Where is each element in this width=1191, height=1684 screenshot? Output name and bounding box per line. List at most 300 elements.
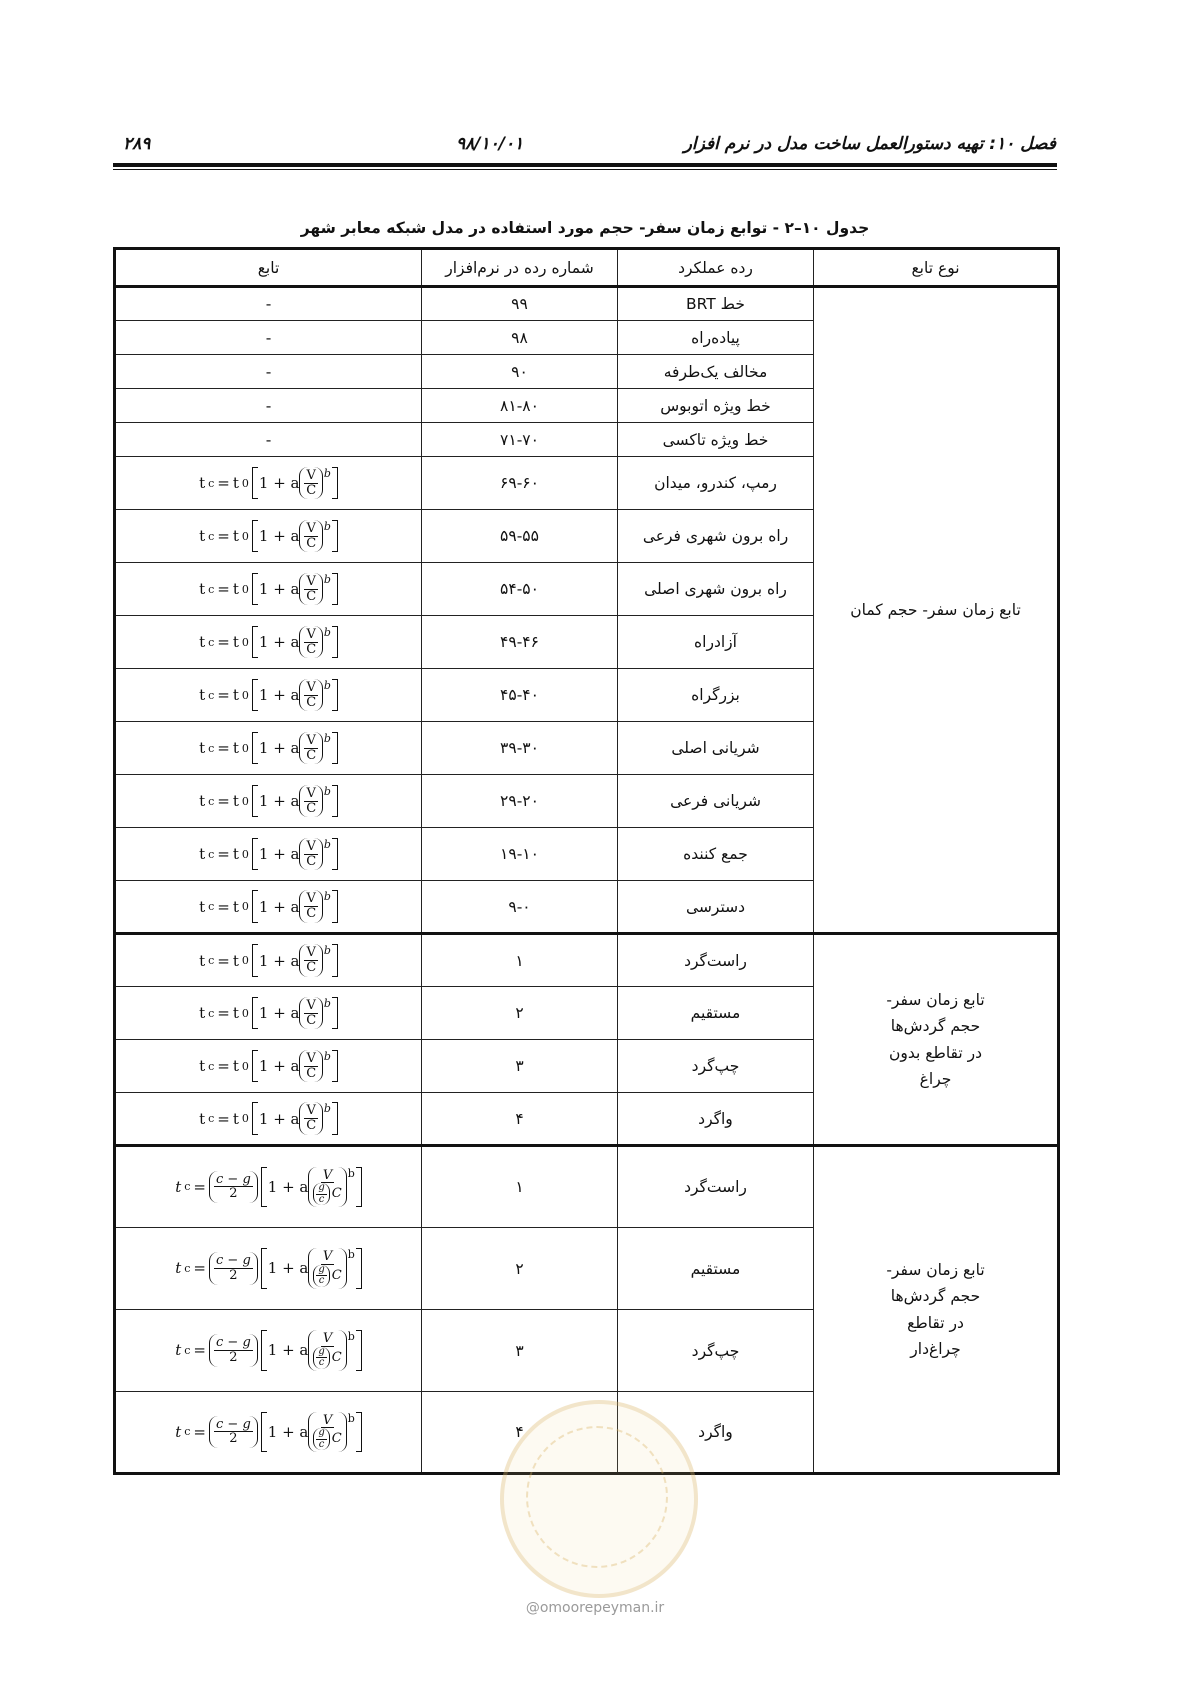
- bpr-formula: [199, 679, 338, 711]
- function-cell: [115, 616, 422, 669]
- volume-capacity-ratio-denominator: C: [306, 588, 317, 604]
- functional-class-cell: واگرد: [618, 1093, 814, 1146]
- formula-tc: t: [199, 1004, 206, 1022]
- cycle-green-fraction: [214, 1254, 253, 1282]
- functional-class-cell: آزادراه: [618, 616, 814, 669]
- volume-capacity-ratio-denominator: C: [306, 853, 317, 869]
- formula-t0-subscript: 0: [241, 794, 249, 808]
- formula-equals: =: [217, 1057, 230, 1075]
- functional-class-cell: خط ویژه اتوبوس: [618, 389, 814, 423]
- volume-capacity-ratio: [304, 946, 317, 974]
- formula-t0: t: [232, 897, 239, 916]
- formula-tc: t: [199, 527, 206, 545]
- signal-formula: [175, 1248, 362, 1289]
- table-row: [115, 934, 1059, 987]
- volume-capacity-ratio-numerator: V: [306, 732, 316, 748]
- software-class-cell: ۷۱-۷۰: [422, 423, 618, 457]
- bpr-formula: [199, 732, 338, 764]
- chapter-title: فصل ۱۰: تهیه دستورالعمل ساخت مدل در نرم افزار: [683, 134, 1056, 154]
- formula-equals: =: [217, 897, 230, 916]
- formula-t0-subscript: 0: [241, 635, 249, 649]
- volume-capacity-ratio-numerator: V: [306, 467, 316, 483]
- volume-capacity-ratio-denominator: C: [306, 960, 317, 975]
- bpr-formula: [199, 1050, 338, 1082]
- formula-tc: t: [199, 580, 206, 598]
- function-cell: [115, 457, 422, 510]
- formula-equals: =: [217, 739, 230, 757]
- bpr-formula: [199, 1102, 338, 1134]
- formula-bracket: [252, 785, 338, 817]
- function-cell: -: [115, 389, 422, 423]
- formula-exponent: b: [347, 1411, 355, 1425]
- volume-capacity-ratio: [304, 1052, 317, 1080]
- formula-paren: [299, 573, 322, 605]
- green-ratio-numerator: g: [318, 1182, 325, 1194]
- formula-one-plus-a: 1 + a: [258, 686, 300, 704]
- formula-exponent: b: [323, 944, 331, 958]
- green-ratio-paren: [313, 1265, 329, 1287]
- formula-tc-subscript: c: [208, 476, 215, 490]
- formula-one-plus-a: 1 + a: [258, 845, 300, 863]
- formula-capacity: C: [331, 1267, 342, 1283]
- software-class-cell: ۴: [422, 1392, 618, 1474]
- volume-over-capacity: [313, 1414, 341, 1451]
- formula-tc: t: [175, 1341, 182, 1360]
- header-date: ۹۸/۱۰/۰۱: [456, 134, 524, 154]
- formula-t0: t: [232, 474, 239, 492]
- function-cell: [115, 510, 422, 563]
- formula-one-plus-a: 1 + a: [258, 951, 300, 970]
- volume-over-capacity-numerator: V: [322, 1249, 333, 1265]
- formula-t0-subscript: 0: [241, 1112, 249, 1125]
- formula-tc: t: [199, 792, 206, 810]
- formula-tc: t: [199, 1109, 206, 1128]
- green-ratio-denominator: c: [318, 1438, 325, 1450]
- cycle-green-fraction-numerator: c − g: [216, 1253, 251, 1269]
- volume-capacity-ratio: [304, 999, 317, 1027]
- formula-paren: [299, 997, 322, 1029]
- header-function-type: نوع تابع: [814, 249, 1059, 287]
- bpr-formula: [199, 573, 338, 605]
- volume-capacity-ratio-numerator: V: [306, 679, 316, 695]
- cycle-green-fraction: [214, 1173, 253, 1201]
- green-ratio-paren: [313, 1347, 329, 1369]
- functional-class-cell: شریانی فرعی: [618, 775, 814, 828]
- formula-bracket: [261, 1248, 362, 1289]
- software-class-cell: ۵۹-۵۵: [422, 510, 618, 563]
- formula-exponent: b: [347, 1330, 355, 1344]
- volume-capacity-ratio: [304, 628, 317, 656]
- formula-tc-subscript: c: [184, 1180, 191, 1194]
- table-row: [115, 287, 1059, 321]
- function-cell: [115, 987, 422, 1040]
- volume-capacity-ratio-denominator: C: [306, 800, 317, 816]
- functional-class-cell: دسترسی: [618, 881, 814, 934]
- formula-paren: [299, 679, 322, 711]
- formula-tc-subscript: c: [184, 1343, 191, 1357]
- software-class-cell: ۲۹-۲۰: [422, 775, 618, 828]
- formula-equals: =: [193, 1177, 206, 1196]
- formula-tc-subscript: c: [184, 1261, 191, 1275]
- function-type-cell: تابع زمان سفر- حجم گردش‌ها در تقاطع چراغ‌دار: [814, 1146, 1059, 1474]
- cycle-green-fraction: [214, 1418, 253, 1446]
- functional-class-cell: راست‌گرد: [618, 1146, 814, 1228]
- formula-tc: t: [199, 474, 206, 492]
- volume-capacity-ratio-numerator: V: [306, 626, 316, 642]
- green-ratio: [316, 1428, 326, 1450]
- bpr-formula: [199, 467, 338, 499]
- formula-exponent: b: [323, 1102, 331, 1116]
- cycle-green-fraction-numerator: c − g: [216, 1171, 251, 1187]
- formula-tc-subscript: c: [208, 900, 215, 913]
- volume-over-capacity-numerator: V: [322, 1167, 333, 1183]
- formula-one-plus-a: 1 + a: [258, 897, 300, 916]
- formula-equals: =: [217, 527, 230, 545]
- formula-t0: t: [232, 686, 239, 704]
- formula-tc-subscript: c: [208, 688, 215, 702]
- function-cell: [115, 1228, 422, 1310]
- volume-over-capacity-numerator: V: [322, 1412, 333, 1428]
- formula-equals: =: [217, 580, 230, 598]
- volume-capacity-ratio-denominator: C: [306, 694, 317, 710]
- formula-bracket: [252, 838, 338, 870]
- software-class-cell: ۳۹-۳۰: [422, 722, 618, 775]
- volume-capacity-ratio-numerator: V: [306, 1103, 316, 1119]
- function-cell: [115, 669, 422, 722]
- functional-class-cell: مستقیم: [618, 1228, 814, 1310]
- formula-tc-subscript: c: [208, 794, 215, 808]
- formula-paren: [299, 626, 322, 658]
- formula-bracket: [252, 520, 338, 552]
- green-ratio-capacity: [313, 1265, 341, 1287]
- formula-bracket: [252, 890, 338, 922]
- function-cell: [115, 881, 422, 934]
- function-cell: [115, 828, 422, 881]
- formula-equals: =: [193, 1341, 206, 1360]
- formula-exponent: b: [323, 996, 331, 1010]
- volume-over-capacity-numerator: V: [322, 1331, 333, 1347]
- formula-paren: [299, 785, 322, 817]
- formula-t0-subscript: 0: [241, 1006, 249, 1020]
- formula-t0-subscript: 0: [241, 900, 249, 913]
- watermark-text: @omoorepeyman.ir: [525, 1600, 665, 1616]
- formula-bracket: [252, 732, 338, 764]
- formula-paren: [308, 1412, 346, 1453]
- bpr-formula: [199, 838, 338, 870]
- formula-t0: t: [232, 527, 239, 545]
- formula-bracket: [252, 679, 338, 711]
- formula-equals: =: [193, 1259, 206, 1278]
- formula-equals: =: [217, 792, 230, 810]
- volume-over-capacity: [313, 1332, 341, 1369]
- formula-tc: t: [175, 1177, 182, 1196]
- function-cell: [115, 722, 422, 775]
- volume-capacity-ratio: [304, 734, 317, 762]
- volume-capacity-ratio-denominator: C: [306, 747, 317, 763]
- formula-paren: [299, 1050, 322, 1082]
- formula-one-plus-a: 1 + a: [258, 792, 300, 810]
- formula-tc: t: [175, 1259, 182, 1278]
- function-cell: [115, 775, 422, 828]
- green-ratio-capacity: [313, 1183, 341, 1205]
- formula-paren: [299, 890, 322, 922]
- volume-over-capacity: [313, 1169, 341, 1206]
- formula-exponent: b: [323, 784, 331, 798]
- function-type-cell: تابع زمان سفر- حجم کمان: [814, 287, 1059, 934]
- green-ratio-capacity: [313, 1428, 341, 1450]
- volume-capacity-ratio-denominator: C: [306, 1118, 317, 1133]
- functional-class-cell: چپ‌گرد: [618, 1310, 814, 1392]
- formula-one-plus-a: 1 + a: [267, 1422, 309, 1441]
- formula-tc-subscript: c: [208, 954, 215, 967]
- formula-exponent: b: [323, 466, 331, 480]
- functional-class-cell: جمع کننده: [618, 828, 814, 881]
- formula-tc-subscript: c: [208, 1059, 215, 1073]
- volume-capacity-ratio-numerator: V: [306, 1050, 316, 1066]
- functional-class-cell: خط BRT: [618, 287, 814, 321]
- formula-equals: =: [217, 845, 230, 863]
- volume-capacity-ratio-numerator: V: [306, 520, 316, 536]
- formula-paren: [299, 1102, 322, 1134]
- software-class-cell: ۳: [422, 1040, 618, 1093]
- formula-capacity: C: [331, 1349, 342, 1365]
- function-cell: [115, 563, 422, 616]
- function-type-cell: تابع زمان سفر- حجم گردش‌ها در تقاطع بدون چراغ: [814, 934, 1059, 1146]
- software-class-cell: ۴: [422, 1093, 618, 1146]
- formula-tc-subscript: c: [208, 1112, 215, 1125]
- formula-equals: =: [217, 686, 230, 704]
- software-class-cell: ۹۹: [422, 287, 618, 321]
- software-class-cell: ۹۰: [422, 355, 618, 389]
- formula-one-plus-a: 1 + a: [258, 474, 300, 492]
- formula-one-plus-a: 1 + a: [258, 1109, 300, 1128]
- green-ratio: [316, 1183, 326, 1205]
- software-class-cell: ۴۹-۴۶: [422, 616, 618, 669]
- volume-capacity-ratio-denominator: C: [306, 535, 317, 551]
- software-class-cell: ۳: [422, 1310, 618, 1392]
- green-ratio: [316, 1347, 326, 1369]
- formula-tc-subscript: c: [208, 529, 215, 543]
- formula-t0: t: [232, 845, 239, 863]
- formula-t0: t: [232, 1109, 239, 1128]
- formula-tc: t: [199, 897, 206, 916]
- formula-tc-subscript: c: [208, 635, 215, 649]
- formula-equals: =: [193, 1422, 206, 1441]
- formula-capacity: C: [331, 1186, 342, 1202]
- volume-capacity-ratio-denominator: C: [306, 906, 317, 921]
- function-cell: [115, 1392, 422, 1474]
- volume-capacity-ratio-numerator: V: [306, 891, 316, 907]
- formula-paren: [308, 1330, 346, 1371]
- cycle-green-fraction-denominator: 2: [229, 1431, 238, 1447]
- table-row: [115, 1146, 1059, 1228]
- formula-equals: =: [217, 1004, 230, 1022]
- software-class-cell: ۸۱-۸۰: [422, 389, 618, 423]
- bpr-formula: [199, 785, 338, 817]
- function-cell: [115, 1310, 422, 1392]
- formula-paren: [299, 467, 322, 499]
- function-cell: [115, 1040, 422, 1093]
- software-class-cell: ۹-۰: [422, 881, 618, 934]
- green-ratio-denominator: c: [318, 1357, 325, 1369]
- formula-bracket: [252, 573, 338, 605]
- formula-t0-subscript: 0: [241, 476, 249, 490]
- formula-one-plus-a: 1 + a: [267, 1177, 309, 1196]
- cycle-green-fraction-denominator: 2: [229, 1186, 238, 1202]
- green-ratio-numerator: g: [318, 1427, 325, 1439]
- software-class-cell: ۶۹-۶۰: [422, 457, 618, 510]
- formula-one-plus-a: 1 + a: [258, 739, 300, 757]
- formula-t0-subscript: 0: [241, 741, 249, 755]
- formula-t0: t: [232, 1057, 239, 1075]
- cycle-green-fraction-numerator: c − g: [216, 1335, 251, 1351]
- functional-class-cell: خط ویژه تاکسی: [618, 423, 814, 457]
- formula-exponent: b: [323, 890, 331, 904]
- travel-time-function-table: [113, 247, 1060, 1475]
- formula-tc-subscript: c: [208, 847, 215, 861]
- volume-capacity-ratio: [304, 469, 317, 497]
- header-software-class: شماره رده در نرم‌افزار: [422, 249, 618, 287]
- green-ratio-paren: [313, 1183, 329, 1205]
- function-cell: -: [115, 423, 422, 457]
- formula-tc: t: [199, 633, 206, 651]
- volume-capacity-ratio: [304, 1104, 317, 1132]
- function-cell: [115, 1093, 422, 1146]
- functional-class-cell: واگرد: [618, 1392, 814, 1474]
- formula-t0-subscript: 0: [241, 582, 249, 596]
- volume-capacity-ratio-numerator: V: [306, 945, 316, 961]
- volume-capacity-ratio-numerator: V: [306, 785, 316, 801]
- green-ratio-denominator: c: [318, 1193, 325, 1205]
- formula-paren: [299, 944, 322, 976]
- functional-class-cell: پیاده‌راه: [618, 321, 814, 355]
- bpr-formula: [199, 890, 338, 922]
- volume-capacity-ratio: [304, 892, 317, 920]
- formula-equals: =: [217, 1109, 230, 1128]
- formula-equals: =: [217, 951, 230, 970]
- header-rule-thin: [113, 169, 1057, 170]
- volume-capacity-ratio-numerator: V: [306, 838, 316, 854]
- formula-exponent: b: [323, 678, 331, 692]
- green-ratio-numerator: g: [318, 1263, 325, 1275]
- green-ratio-numerator: g: [318, 1345, 325, 1357]
- table-header-row: [115, 249, 1059, 287]
- formula-bracket: [252, 1050, 338, 1082]
- software-class-cell: ۱: [422, 1146, 618, 1228]
- function-cell: -: [115, 321, 422, 355]
- formula-paren: [299, 838, 322, 870]
- formula-tc: t: [199, 951, 206, 970]
- page-number: ۲۸۹: [123, 134, 151, 154]
- formula-tc: t: [199, 1057, 206, 1075]
- formula-tc-subscript: c: [208, 741, 215, 755]
- functional-class-cell: بزرگراه: [618, 669, 814, 722]
- formula-t0: t: [232, 739, 239, 757]
- formula-paren: [299, 520, 322, 552]
- formula-bracket: [261, 1330, 362, 1371]
- formula-tc-subscript: c: [208, 1006, 215, 1020]
- formula-tc-subscript: c: [208, 582, 215, 596]
- formula-paren: [308, 1167, 346, 1208]
- green-ratio: [316, 1265, 326, 1287]
- functional-class-cell: رمپ، کندرو، میدان: [618, 457, 814, 510]
- formula-bracket: [261, 1412, 362, 1453]
- signal-formula: [175, 1330, 362, 1371]
- formula-exponent: b: [323, 731, 331, 745]
- formula-bracket: [252, 944, 338, 976]
- header-functional-class: رده عملکرد: [618, 249, 814, 287]
- formula-exponent: b: [323, 1049, 331, 1063]
- formula-one-plus-a: 1 + a: [258, 580, 300, 598]
- formula-one-plus-a: 1 + a: [258, 633, 300, 651]
- software-class-cell: ۴۵-۴۰: [422, 669, 618, 722]
- header-function: تابع: [115, 249, 422, 287]
- formula-paren-cg: [209, 1171, 258, 1203]
- formula-t0: t: [232, 1004, 239, 1022]
- formula-one-plus-a: 1 + a: [258, 1004, 300, 1022]
- table-caption: جدول ۱۰–۲ - توابع زمان سفر- حجم مورد استفاده در مدل شبکه معابر شهر: [300, 219, 870, 237]
- software-class-cell: ۲: [422, 987, 618, 1040]
- volume-capacity-ratio-denominator: C: [306, 1012, 317, 1028]
- bpr-formula: [199, 520, 338, 552]
- functional-class-cell: راه برون شهری فرعی: [618, 510, 814, 563]
- bpr-formula: [199, 944, 338, 976]
- volume-capacity-ratio: [304, 787, 317, 815]
- formula-tc: t: [175, 1422, 182, 1441]
- cycle-green-fraction-numerator: c − g: [216, 1416, 251, 1432]
- bpr-formula: [199, 997, 338, 1029]
- formula-t0-subscript: 0: [241, 529, 249, 543]
- formula-one-plus-a: 1 + a: [258, 527, 300, 545]
- formula-tc: t: [199, 686, 206, 704]
- software-class-cell: ۲: [422, 1228, 618, 1310]
- formula-bracket: [252, 997, 338, 1029]
- formula-paren: [299, 732, 322, 764]
- functional-class-cell: مخالف یک‌طرفه: [618, 355, 814, 389]
- header-rule-thick: [113, 163, 1057, 167]
- formula-one-plus-a: 1 + a: [267, 1341, 309, 1360]
- green-ratio-capacity: [313, 1347, 341, 1369]
- formula-exponent: b: [323, 519, 331, 533]
- cycle-green-fraction: [214, 1336, 253, 1364]
- volume-capacity-ratio-denominator: C: [306, 482, 317, 498]
- formula-equals: =: [217, 474, 230, 492]
- functional-class-cell: شریانی اصلی: [618, 722, 814, 775]
- formula-bracket: [261, 1167, 362, 1208]
- formula-t0: t: [232, 580, 239, 598]
- formula-tc: t: [199, 739, 206, 757]
- formula-t0-subscript: 0: [241, 1059, 249, 1073]
- software-class-cell: ۹۸: [422, 321, 618, 355]
- formula-t0-subscript: 0: [241, 847, 249, 861]
- function-cell: [115, 1146, 422, 1228]
- green-ratio-paren: [313, 1428, 329, 1450]
- volume-capacity-ratio: [304, 681, 317, 709]
- formula-t0: t: [232, 633, 239, 651]
- formula-paren-cg: [209, 1416, 258, 1448]
- signal-formula: [175, 1167, 362, 1208]
- formula-exponent: b: [347, 1248, 355, 1262]
- cycle-green-fraction-denominator: 2: [229, 1349, 238, 1365]
- software-class-cell: ۱: [422, 934, 618, 987]
- formula-bracket: [252, 467, 338, 499]
- formula-paren-cg: [209, 1334, 258, 1366]
- signal-formula: [175, 1412, 362, 1453]
- volume-capacity-ratio: [304, 575, 317, 603]
- formula-t0: t: [232, 951, 239, 970]
- volume-capacity-ratio-numerator: V: [306, 997, 316, 1013]
- formula-equals: =: [217, 633, 230, 651]
